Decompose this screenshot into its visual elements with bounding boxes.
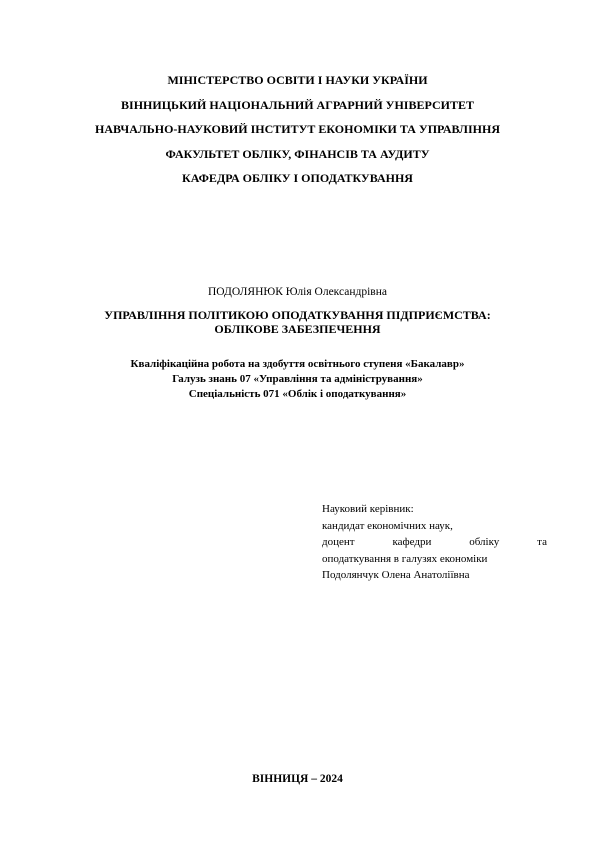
author-surname: ПОДОЛЯНЮК — [208, 286, 283, 298]
qualification-field: Галузь знань 07 «Управління та адміністрування» — [172, 373, 423, 385]
ministry-heading: МІНІСТЕРСТВО ОСВІТИ І НАУКИ УКРАЇНИ — [167, 73, 428, 87]
supervisor-position-line1 — [322, 534, 547, 551]
qualification-work: Кваліфікаційна робота на здобуття освітнього ступеня «Бакалавр» — [130, 358, 465, 370]
supervisor-name: Подолянчук Олена Анатоліївна — [322, 569, 470, 581]
position-word: та — [537, 536, 547, 548]
qualification-specialty: Спеціальність 071 «Облік і оподаткування» — [188, 388, 407, 400]
faculty-heading: ФАКУЛЬТЕТ ОБЛІКУ, ФІНАНСІВ ТА АУДИТУ — [165, 147, 430, 161]
department-heading: КАФЕДРА ОБЛІКУ І ОПОДАТКУВАННЯ — [182, 171, 413, 185]
author-name — [0, 285, 595, 299]
position-word: кафедри — [392, 536, 432, 548]
author-given-names: Юлія Олександрівна — [285, 286, 387, 298]
supervisor-block — [322, 501, 547, 584]
supervisor-heading: Науковий керівник: — [322, 503, 414, 515]
city-year: ВІННИЦЯ – 2024 — [252, 773, 343, 785]
institute-heading: НАВЧАЛЬНО-НАУКОВИЙ ІНСТИТУТ ЕКОНОМІКИ ТА УПРАВЛІННЯ — [94, 122, 500, 136]
thesis-title-line2: ОБЛІКОВЕ ЗАБЕЗПЕЧЕННЯ — [214, 322, 381, 336]
position-word: доцент — [322, 536, 355, 548]
university-heading: ВІННИЦЬКИЙ НАЦІОНАЛЬНИЙ АГРАРНИЙ УНІВЕРСИТЕТ — [121, 98, 474, 112]
supervisor-position-line2: оподаткування в галузях економіки — [322, 552, 488, 565]
position-word: обліку — [469, 536, 500, 548]
supervisor-degree: кандидат економічних наук, — [322, 519, 453, 532]
thesis-title-line1: УПРАВЛІННЯ ПОЛІТИКОЮ ОПОДАТКУВАННЯ ПІДПРИЄМСТВА: — [104, 308, 491, 322]
